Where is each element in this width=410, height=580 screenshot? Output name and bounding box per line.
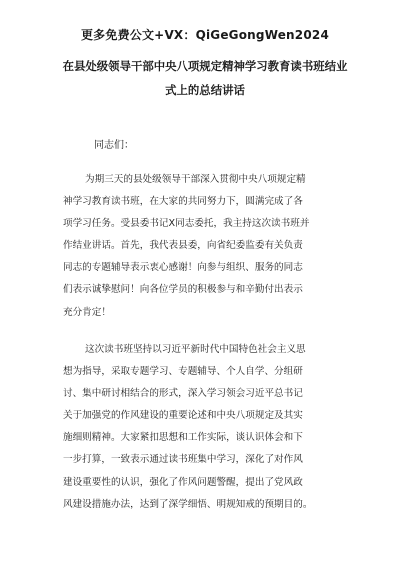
paragraph-line: 一步打算，一致表示通过读书班集中学习，深化了对作风 (63, 454, 303, 466)
paragraph (63, 169, 358, 324)
paragraph-line: 为期三天的县处级领导干部深入贯彻中央八项规定精 (85, 174, 306, 185)
paragraph (63, 339, 358, 516)
paragraph-line: 们表示诚挚慰问！向各位学员的积极参与和辛勤付出表示 (63, 284, 303, 296)
paragraph-line: 神学习教育读书班，在大家的共同努力下，圆满完成了各 (63, 196, 303, 208)
paragraph-line: 施细则精神。大家紧扣思想和工作实际，谈认识体会和下 (63, 432, 303, 444)
title-line: 在县处级领导干部中央八项规定精神学习教育读书班结业 (62, 59, 348, 73)
paragraph-line: 关于加强党的作风建设的重要论述和中央八项规定及其实 (63, 410, 303, 422)
paragraph-line: 风建设措施办法，达到了深学细悟、明规知戒的预期目的。 (63, 498, 313, 510)
paragraph-line: 这次读书班坚持以习近平新时代中国特色社会主义思 (85, 344, 306, 355)
paragraph-line: 项学习任务。受县委书记X同志委托，我主持这次读书班并 (63, 218, 310, 230)
header-note: 更多免费公文+VX：QiGeGongWen2024 (80, 28, 329, 42)
paragraph-line: 想为指导，采取专题学习、专题辅导、个人自学、分组研 (63, 366, 303, 378)
paragraph-line: 充分肯定！ (63, 306, 111, 318)
salutation: 同志们： (94, 140, 134, 151)
paragraph-line: 讨、集中研讨相结合的形式，深入学习领会习近平总书记 (63, 388, 303, 400)
paragraph-line: 作结业讲话。首先，我代表县委，向省纪委监委有关负责 (63, 240, 303, 252)
document-title (40, 54, 370, 102)
paragraph-line: 建设重要性的认识，强化了作风问题警醒，提出了党风政 (63, 476, 303, 488)
title-line: 式上的总结讲话 (165, 83, 245, 97)
paragraph-line: 同志的专题辅导表示衷心感谢！向参与组织、服务的同志 (63, 262, 303, 274)
